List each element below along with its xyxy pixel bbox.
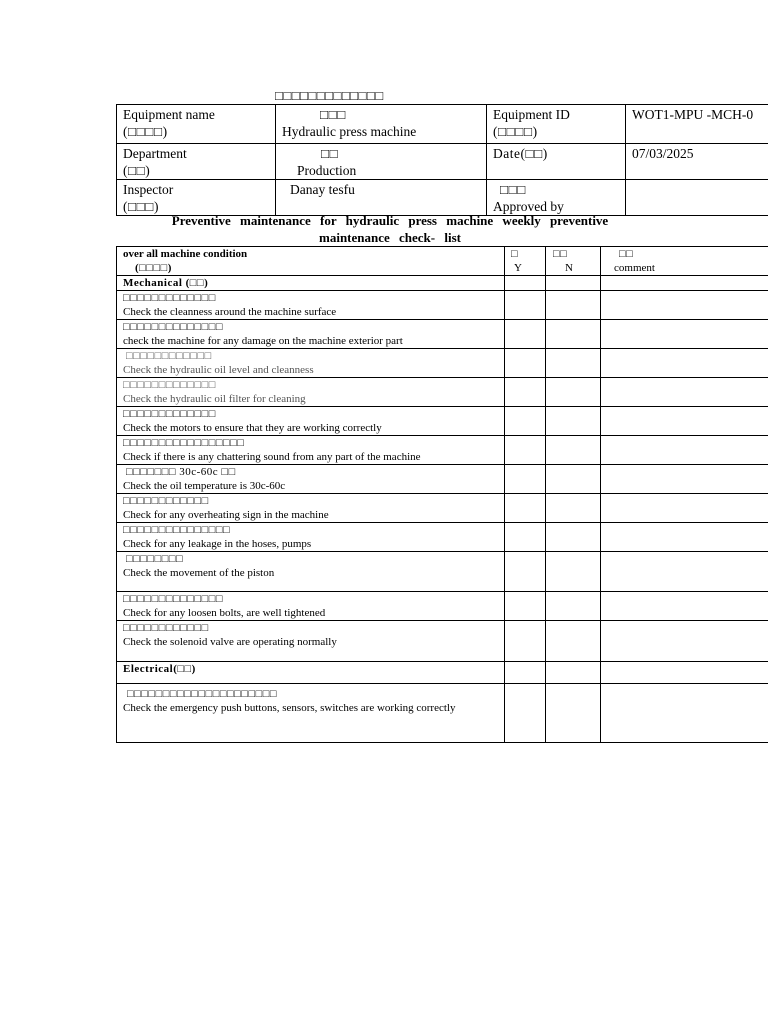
checkbox-yes[interactable] xyxy=(505,621,546,662)
mechanical-section-label: Mechanical (□□) xyxy=(117,276,505,291)
checkbox-no[interactable] xyxy=(546,465,601,494)
checkbox-yes[interactable] xyxy=(505,291,546,320)
checklist-item-en: Check the cleanness around the machine surface xyxy=(123,306,337,318)
checklist-item-en: Check the oil temperature is 30c-60c xyxy=(123,480,286,492)
checklist-item xyxy=(117,592,505,621)
comment-field[interactable] xyxy=(601,291,768,320)
checklist-item-cn: □□□□□□□□□□□□□ xyxy=(123,292,216,304)
approved-by-value-cell xyxy=(626,180,768,216)
checklist-item-en: Check for any leakage in the hoses, pumps xyxy=(123,538,312,550)
checklist-item xyxy=(117,320,505,349)
checklist-item xyxy=(117,523,505,552)
department-label: Department xyxy=(123,146,187,161)
condition-header-cn: (□□□□) xyxy=(135,262,172,274)
checklist-item-cn: □□□□□□□□□□□□ xyxy=(123,622,209,634)
comment-field[interactable] xyxy=(601,349,768,378)
equipment-id-value: WOT1-MPU -MCH-0 xyxy=(632,107,754,122)
equipment-name-label: Equipment name xyxy=(123,107,215,122)
checklist-item xyxy=(117,494,505,523)
checklist-item xyxy=(117,436,505,465)
comment-header-cell xyxy=(601,247,768,276)
approved-by-label-cell xyxy=(487,180,626,216)
comment-field[interactable] xyxy=(601,684,768,743)
checklist-item xyxy=(117,349,505,378)
checklist-item xyxy=(117,684,505,743)
comment-field[interactable] xyxy=(601,276,768,291)
condition-header: over all machine condition xyxy=(123,248,248,260)
checklist-item-en: Check the hydraulic oil level and cleanness xyxy=(123,364,314,376)
department-value-cn: □□ xyxy=(321,146,339,161)
electrical-section-label: Electrical(□□) xyxy=(117,662,505,684)
checklist-item-cn: □□□□□□□□□□□□□□□ xyxy=(123,524,231,536)
checkbox-yes[interactable] xyxy=(505,320,546,349)
comment-field[interactable] xyxy=(601,465,768,494)
checklist-item-en: Check the movement of the piston xyxy=(123,567,275,579)
checkbox-yes[interactable] xyxy=(505,662,546,684)
department-value: Production xyxy=(297,163,357,178)
checkbox-no[interactable] xyxy=(546,621,601,662)
date-value: 07/03/2025 xyxy=(632,146,694,161)
yes-header-cell xyxy=(505,247,546,276)
equipment-name-label-cn: (□□□□) xyxy=(123,124,168,139)
department-label-cn: (□□) xyxy=(123,163,151,178)
checklist-item-en: Check the emergency push buttons, sensors, switches are working correctly xyxy=(123,702,456,714)
checklist-item-cn: □□□□□□□□□□□□□□ xyxy=(123,593,224,605)
date-label-cell xyxy=(487,144,626,180)
checklist-heading-line2: maintenance check- list xyxy=(319,230,461,245)
checkbox-no[interactable] xyxy=(546,276,601,291)
equipment-name-label-cell xyxy=(117,105,276,144)
checklist-item-cn: □□□□□□□□□□□□□□ xyxy=(123,321,224,333)
checkbox-no[interactable] xyxy=(546,320,601,349)
checklist-item xyxy=(117,291,505,320)
checkbox-no[interactable] xyxy=(546,494,601,523)
checkbox-yes[interactable] xyxy=(505,494,546,523)
checklist-item-cn: □□□□□□□ 30c-60c □□ xyxy=(126,466,236,478)
checklist-item xyxy=(117,552,505,592)
checkbox-no[interactable] xyxy=(546,349,601,378)
checkbox-yes[interactable] xyxy=(505,684,546,743)
inspector-label-cn: (□□□) xyxy=(123,199,159,214)
checklist-item-cn: □□□□□□□□□□□□ xyxy=(123,495,209,507)
equipment-id-label-cell xyxy=(487,105,626,144)
checkbox-no[interactable] xyxy=(546,552,601,592)
yes-header-cn: □ xyxy=(511,248,519,260)
checkbox-no[interactable] xyxy=(546,378,601,407)
checkbox-no[interactable] xyxy=(546,592,601,621)
checklist-item-cn: □□□□□□□□□□□□□ xyxy=(123,379,216,391)
checkbox-no[interactable] xyxy=(546,523,601,552)
approved-by-label-cn: □□□ xyxy=(500,182,526,197)
checkbox-yes[interactable] xyxy=(505,465,546,494)
checklist-item-en: Check the motors to ensure that they are working correctly xyxy=(123,422,382,434)
equipment-info-table xyxy=(116,104,768,216)
department-value-cell xyxy=(276,144,487,180)
checklist-item-en: check the machine for any damage on the machine exterior part xyxy=(123,335,403,347)
checkbox-yes[interactable] xyxy=(505,349,546,378)
checklist-item-cn: □□□□□□□□□□□□□□□□□ xyxy=(123,437,245,449)
equipment-name-value-cn: □□□ xyxy=(320,107,346,122)
equipment-id-value-cell xyxy=(626,105,768,144)
checklist-item-cn: □□□□□□□□□□□□ xyxy=(126,350,212,362)
comment-field[interactable] xyxy=(601,494,768,523)
comment-field[interactable] xyxy=(601,436,768,465)
no-header-cell xyxy=(546,247,601,276)
checklist-item-en: Check for any loosen bolts, are well tightened xyxy=(123,607,326,619)
inspector-label: Inspector xyxy=(123,182,174,197)
checkbox-yes[interactable] xyxy=(505,378,546,407)
equipment-name-value-cell xyxy=(276,105,487,144)
checklist-item xyxy=(117,465,505,494)
comment-field[interactable] xyxy=(601,320,768,349)
checkbox-no[interactable] xyxy=(546,436,601,465)
comment-field[interactable] xyxy=(601,523,768,552)
checklist-item-cn: □□□□□□□□□□□□□ xyxy=(123,408,216,420)
checklist-item-en: Check the solenoid valve are operating normally xyxy=(123,636,337,648)
comment-field[interactable] xyxy=(601,662,768,684)
date-label: Date(□□) xyxy=(493,146,548,161)
checkbox-yes[interactable] xyxy=(505,436,546,465)
no-header-cn: □□ xyxy=(553,248,568,260)
comment-field[interactable] xyxy=(601,621,768,662)
comment-field[interactable] xyxy=(601,407,768,436)
checklist-item-cn: □□□□□□□□□□□□□□□□□□□□□ xyxy=(127,688,278,700)
checkbox-no[interactable] xyxy=(546,291,601,320)
inspector-value: Danay tesfu xyxy=(290,182,355,197)
checkbox-no[interactable] xyxy=(546,684,601,743)
checklist-item-en: Check for any overheating sign in the machine xyxy=(123,509,329,521)
inspector-value-cell xyxy=(276,180,487,216)
date-value-cell xyxy=(626,144,768,180)
checklist-item-en: Check if there is any chattering sound from any part of the machine xyxy=(123,451,421,463)
inspector-label-cell xyxy=(117,180,276,216)
comment-field[interactable] xyxy=(601,378,768,407)
checklist-item-en: Check the hydraulic oil filter for cleaning xyxy=(123,393,306,405)
checkbox-yes[interactable] xyxy=(505,276,546,291)
yes-header: Y xyxy=(514,262,522,274)
checklist-table xyxy=(116,246,768,743)
comment-field[interactable] xyxy=(601,552,768,592)
checkbox-yes[interactable] xyxy=(505,407,546,436)
checkbox-yes[interactable] xyxy=(505,523,546,552)
comment-header: comment xyxy=(614,262,655,274)
checkbox-no[interactable] xyxy=(546,662,601,684)
equipment-id-label: Equipment ID xyxy=(493,107,570,122)
checklist-item xyxy=(117,407,505,436)
approved-by-label: Approved by xyxy=(493,199,564,214)
checklist-item xyxy=(117,621,505,662)
equipment-name-value: Hydraulic press machine xyxy=(282,124,417,139)
document-title: □□□□□□□□□□□□□ xyxy=(275,88,384,103)
checklist-item-cn: □□□□□□□□ xyxy=(126,553,184,565)
checklist-heading-line1: Preventive maintenance for hydraulic press machine weekly preventive xyxy=(171,213,609,228)
equipment-id-label-cn: (□□□□) xyxy=(493,124,538,139)
checklist-heading xyxy=(120,212,660,246)
comment-header-cn: □□ xyxy=(619,248,634,260)
checkbox-no[interactable] xyxy=(546,407,601,436)
comment-field[interactable] xyxy=(601,592,768,621)
department-label-cell xyxy=(117,144,276,180)
condition-header-cell xyxy=(117,247,505,276)
checklist-item xyxy=(117,378,505,407)
checkbox-yes[interactable] xyxy=(505,592,546,621)
no-header: N xyxy=(565,262,573,274)
checkbox-yes[interactable] xyxy=(505,552,546,592)
